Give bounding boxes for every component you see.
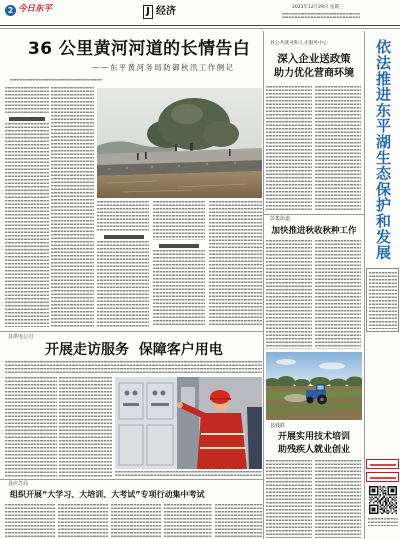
masthead-rule-thin [0, 28, 400, 29]
page-number-badge: 2 [5, 5, 16, 16]
power-worker-photo [115, 377, 262, 469]
subheading [104, 235, 144, 239]
lead-byline [10, 79, 102, 82]
body-text [97, 201, 149, 231]
pengji-article-headline: 加快推进秋收秋种工作 [271, 226, 357, 236]
qr-code [369, 486, 397, 514]
body-text [315, 460, 361, 538]
jobs-article-headline-line1: 深入企业送政策 [277, 53, 351, 65]
yellow-river-photo [97, 88, 262, 198]
emergency-article-headline: 组织开展“大学习、大培训、大考试”专项行动集中考试 [10, 490, 205, 499]
section-divider [0, 479, 263, 480]
body-text [153, 250, 205, 327]
publisher-box-2 [366, 472, 399, 482]
newspaper-logo: 今日东平 [18, 4, 53, 14]
emergency-article-source: 县应急局 [8, 481, 29, 487]
section-divider [0, 331, 263, 332]
qr-modules [369, 486, 397, 514]
pengji-article-source: 彭集街道 [270, 216, 291, 222]
jobs-article-source: 县公共就业和人才服务中心 [270, 41, 328, 46]
publisher-box-1 [366, 459, 399, 469]
notice-text [369, 272, 397, 329]
masthead-rule [0, 25, 400, 26]
vertical-slogan: 依法推进东平湖生态保护和发展 [374, 39, 392, 261]
body-text [215, 504, 262, 538]
body-text [266, 86, 312, 211]
subheading [9, 117, 45, 121]
issue-date: 2021年12月29日 星期三 [292, 5, 344, 10]
column-divider-left [263, 31, 264, 539]
photo-caption [115, 471, 262, 476]
body-text [315, 240, 361, 349]
section-divider [264, 214, 364, 215]
body-text [5, 123, 49, 327]
publisher-text [370, 477, 396, 479]
body-text [111, 504, 161, 538]
body-text [5, 504, 55, 538]
publisher-text [370, 464, 396, 466]
body-text [315, 86, 361, 211]
body-text [51, 87, 94, 327]
qr-caption [368, 518, 398, 526]
disabled-article-headline-line1: 开展实用技术培训 [277, 432, 350, 442]
body-text [209, 201, 262, 327]
subheading [159, 244, 199, 248]
lead-headline: 36 公里黄河河道的长情告白 [28, 39, 251, 59]
disabled-article-source: 县残联 [270, 423, 286, 429]
body-text [164, 504, 212, 538]
power-article-headline: 开展走访服务 保障客户用电 [45, 342, 223, 358]
body-text [5, 361, 262, 374]
body-text [5, 377, 57, 477]
body-text [58, 504, 108, 538]
body-text [266, 240, 312, 349]
jobs-article-headline-line2: 助力优化营商环境 [274, 68, 354, 79]
body-text [59, 377, 112, 477]
editor-credits [282, 13, 360, 18]
power-article-source: 县供电公司 [8, 334, 34, 340]
body-text [5, 87, 49, 114]
body-text [266, 460, 312, 538]
notice-box [366, 268, 399, 332]
body-text [153, 201, 205, 240]
body-text [97, 241, 149, 327]
disabled-article-headline-line2: 助残疾人就业创业 [277, 445, 350, 455]
tractor-field-photo [266, 352, 362, 420]
section-letter-box: J [143, 5, 153, 19]
section-name: 经济 [156, 6, 176, 17]
column-divider-right [364, 31, 365, 539]
lead-subheadline: ——东平黄河务局防御秋汛工作侧记 [92, 63, 235, 72]
